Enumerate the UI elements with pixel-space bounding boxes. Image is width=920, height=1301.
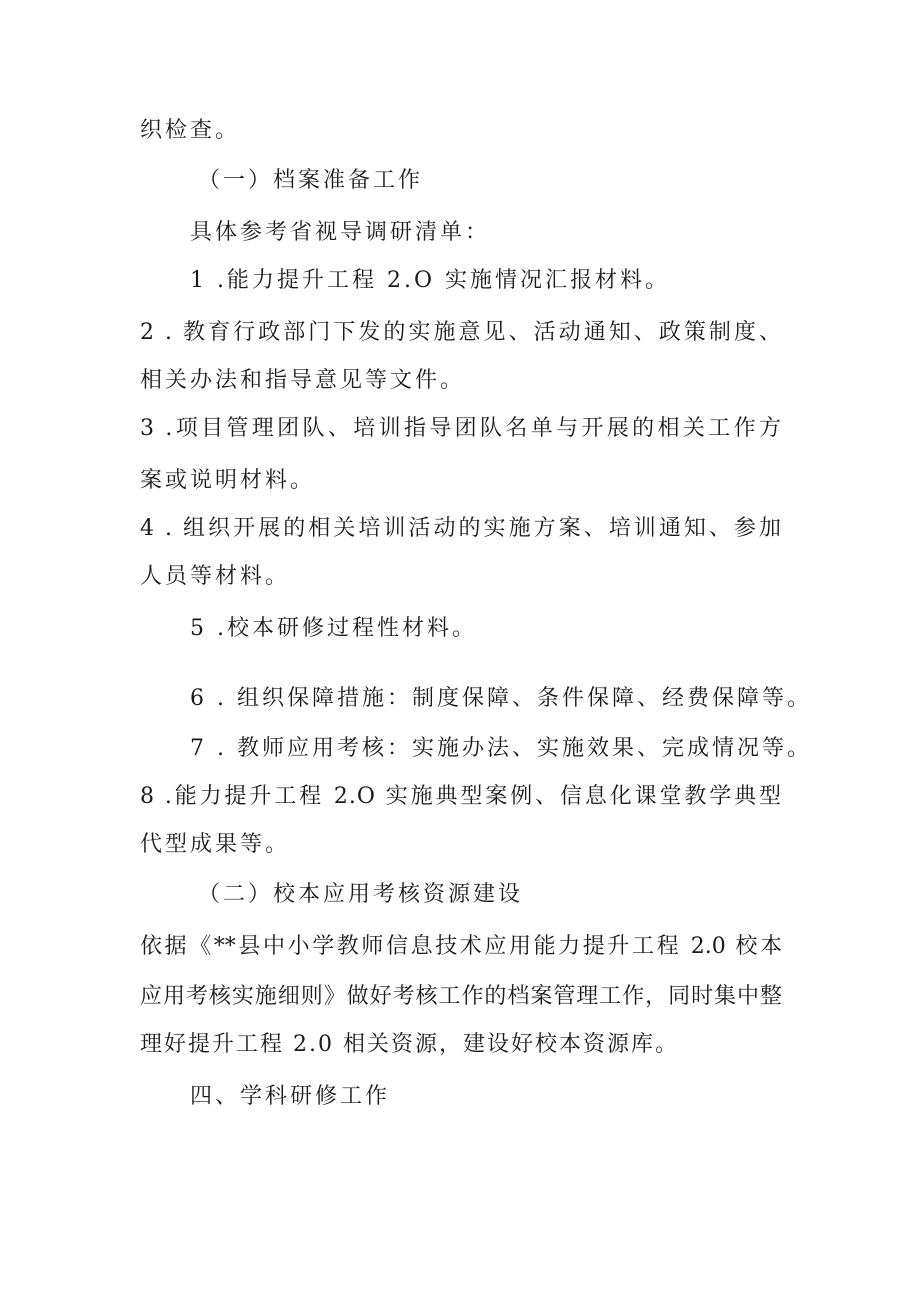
- paragraph-line: 理好提升工程 2.0 相关资源，建设好校本资源库。: [140, 1032, 679, 1057]
- list-item-1: 1 .能力提升工程 2.O 实施情况汇报材料。: [190, 268, 670, 293]
- section-heading-archive-preparation: （一）档案准备工作: [198, 168, 424, 193]
- section-heading-resource-construction: （二）校本应用考核资源建设: [198, 882, 524, 907]
- list-item-4-line-1: 4 . 组织开展的相关培训活动的实施方案、培训通知、参加: [140, 516, 782, 541]
- list-item-8-line-1: 8 .能力提升工程 2.O 实施典型案例、信息化课堂教学典型: [140, 784, 782, 809]
- list-item-7: 7 . 教师应用考核：实施办法、实施效果、完成情况等。: [190, 736, 812, 761]
- list-item-3-line-2: 案或说明材料。: [140, 468, 316, 493]
- list-item-2-line-1: 2 . 教育行政部门下发的实施意见、活动通知、政策制度、: [140, 320, 782, 345]
- list-item-3-line-1: 3 .项目管理团队、培训指导团队名单与开展的相关工作方: [140, 416, 782, 441]
- list-item-8-line-2: 代型成果等。: [140, 832, 291, 857]
- text-line-continuation: 织检查。: [140, 118, 241, 143]
- list-item-5: 5 .校本研修过程性材料。: [190, 616, 477, 641]
- section-heading-subject-training: 四、学科研修工作: [190, 1084, 391, 1109]
- paragraph-line: 具体参考省视导调研清单：: [190, 220, 491, 245]
- paragraph-line: 应用考核实施细则》做好考核工作的档案管理工作，同时集中整: [140, 984, 782, 1009]
- paragraph-line: 依据《**县中小学教师信息技术应用能力提升工程 2.0 校本: [140, 934, 782, 959]
- list-item-2-line-2: 相关办法和指导意见等文件。: [140, 368, 466, 393]
- list-item-6: 6 . 组织保障措施：制度保障、条件保障、经费保障等。: [190, 686, 812, 711]
- list-item-4-line-2: 人员等材料。: [140, 564, 291, 589]
